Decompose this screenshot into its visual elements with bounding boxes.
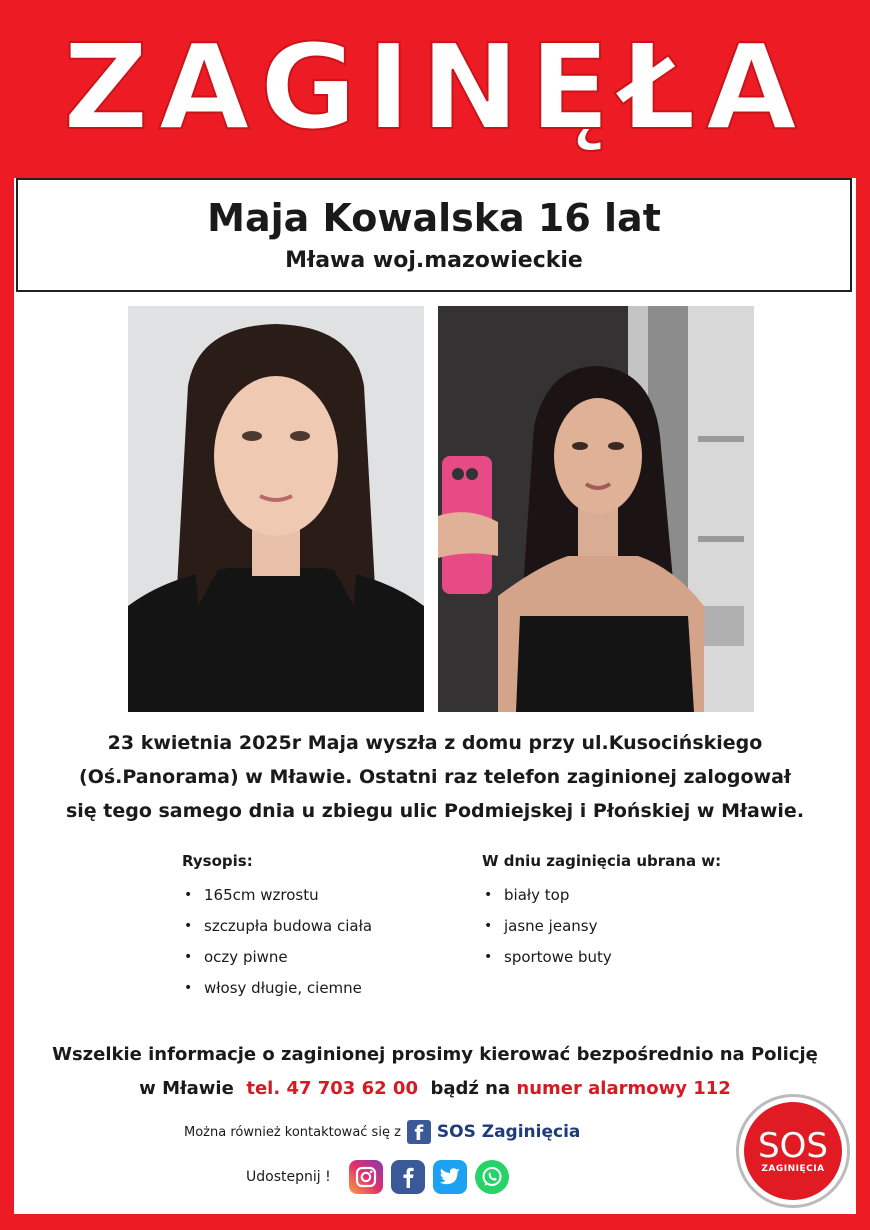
- clothing-item: • sportowe buty: [482, 942, 721, 973]
- sos-logo-badge: [744, 1102, 842, 1200]
- contact-line-2: [14, 1072, 856, 1106]
- contact-line-1: Wszelkie informacje o zaginionej prosimy kierować bezpośrednio na Policję: [52, 1044, 818, 1065]
- share-label: Udostepnij !: [246, 1169, 331, 1185]
- rysopis-section: [182, 850, 372, 1004]
- rysopis-title: Rysopis:: [182, 852, 253, 870]
- twitter-icon[interactable]: [433, 1160, 467, 1194]
- sos-logo-text: SOS: [758, 1126, 828, 1166]
- sos-logo-subtext: ZAGINIĘCIA: [761, 1164, 825, 1174]
- clothing-section: [482, 850, 721, 973]
- police-phone[interactable]: tel. 47 703 62 00: [246, 1078, 418, 1099]
- contact-city: w Mławie: [139, 1078, 234, 1099]
- rysopis-item: • szczupła budowa ciała: [182, 911, 372, 942]
- description-line-2: (Oś.Panorama) w Mławie. Ostatni raz telefon zaginionej zalogował: [79, 766, 791, 788]
- alarm-number[interactable]: numer alarmowy 112: [516, 1078, 731, 1099]
- rysopis-item: • oczy piwne: [182, 942, 372, 973]
- facebook-prefix: Można również kontaktować się z: [184, 1124, 401, 1140]
- clothing-title: W dniu zaginięcia ubrana w:: [482, 852, 722, 870]
- facebook-contact: [184, 1120, 580, 1144]
- rysopis-item: • włosy długie, ciemne: [182, 973, 372, 1004]
- headline: ZAGINĘŁA: [62, 18, 808, 156]
- facebook-share-icon[interactable]: [391, 1160, 425, 1194]
- clothing-item: • jasne jeansy: [482, 911, 721, 942]
- photo-selfie: [438, 306, 754, 712]
- photo-portrait: [128, 306, 424, 712]
- whatsapp-icon[interactable]: [475, 1160, 509, 1194]
- contact-connector: bądź na: [430, 1078, 511, 1099]
- description: [14, 726, 856, 828]
- person-location: Mława woj.mazowieckie: [285, 248, 583, 273]
- description-line-3: się tego samego dnia u zbiegu ulic Podmiejskej i Płońskiej w Mławie.: [65, 800, 805, 822]
- person-name: Maja Kowalska 16 lat: [207, 196, 661, 240]
- description-line-1: 23 kwietnia 2025r Maja wyszła z domu przy ul.Kusocińskiego: [107, 732, 763, 754]
- facebook-page-link[interactable]: SOS Zaginięcia: [436, 1122, 581, 1142]
- facebook-icon[interactable]: f: [407, 1120, 431, 1144]
- share-bar: [246, 1160, 509, 1194]
- name-box: [16, 178, 852, 292]
- content-panel: [14, 178, 856, 1214]
- rysopis-item: • 165cm wzrostu: [182, 880, 372, 911]
- sos-zaginiecia-logo: [736, 1094, 850, 1208]
- instagram-icon[interactable]: [349, 1160, 383, 1194]
- contact-info: [14, 1038, 856, 1106]
- clothing-item: • biały top: [482, 880, 721, 911]
